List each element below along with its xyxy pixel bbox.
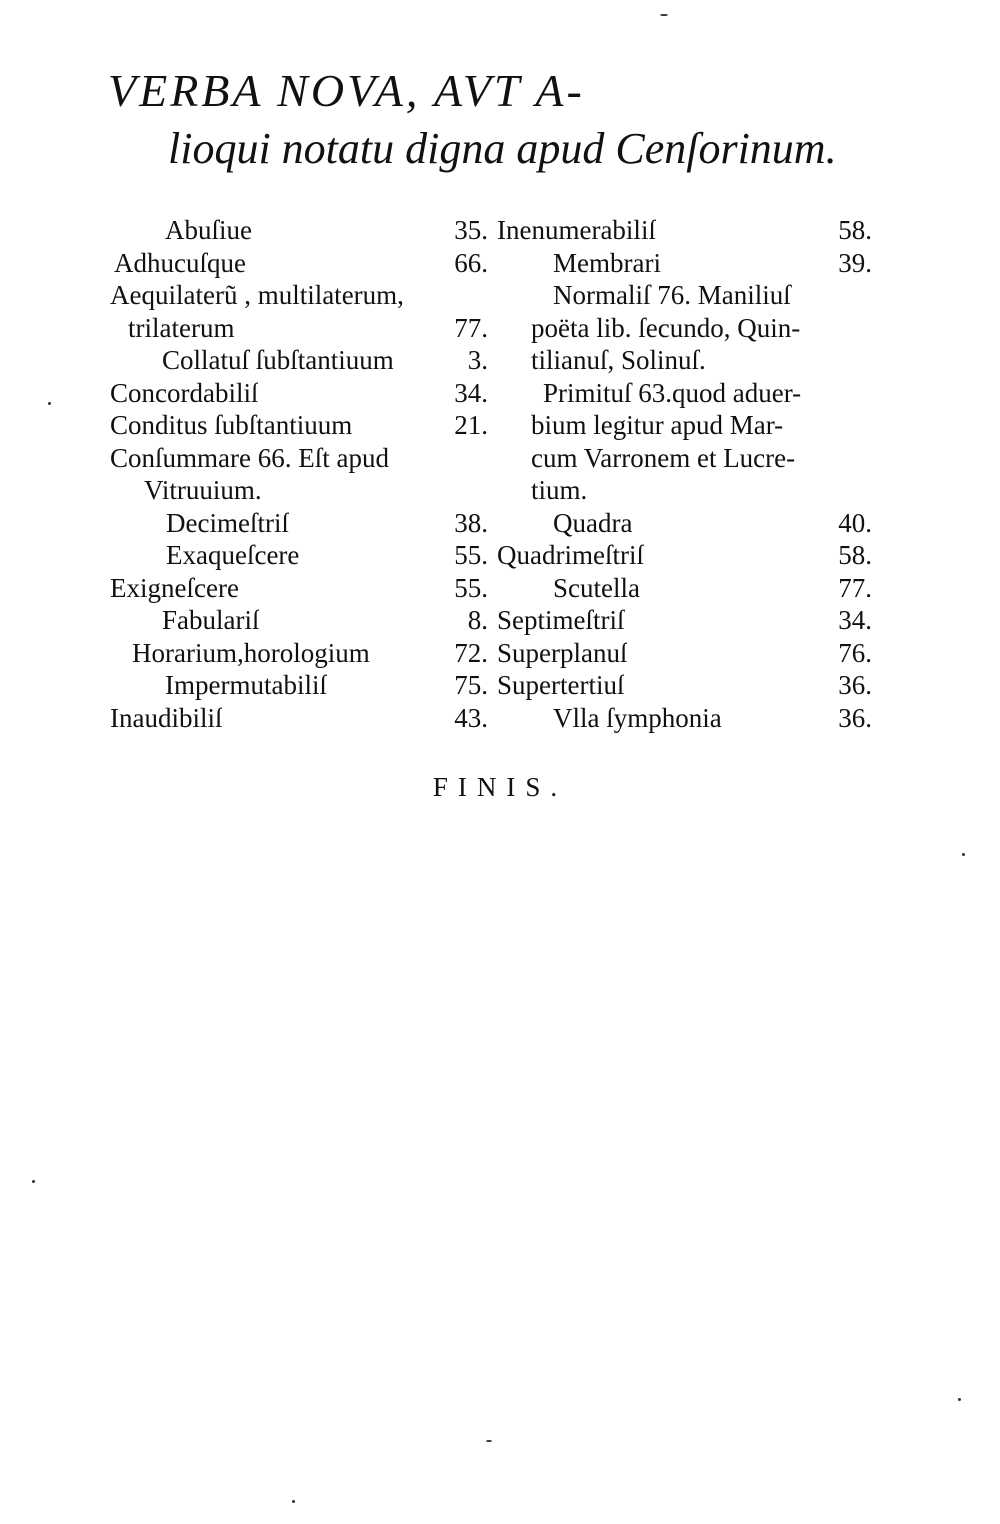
entry-page-number: 35. [454, 215, 488, 245]
entry-term: Quadra [553, 507, 633, 538]
entry-term: Inenumerabiliſ [497, 215, 656, 245]
index-entry [497, 702, 872, 735]
entry-term: Collatuſ ſubſtantiuum [162, 345, 394, 375]
scan-speck [958, 1398, 961, 1401]
entry-term: Fabulariſ [162, 605, 260, 635]
index-entry [497, 409, 872, 442]
entry-page-number: 34. [454, 377, 488, 408]
entry-term: Abuſiue [165, 215, 252, 245]
entry-term: trilaterum [128, 312, 235, 343]
entry-term: Primituſ 63.quod aduer- [543, 377, 802, 408]
index-entry [110, 279, 488, 312]
entry-page-number: 34. [838, 605, 872, 635]
index-entry [110, 637, 488, 670]
entry-page-number: 36. [838, 670, 872, 700]
entry-page-number: 36. [838, 702, 872, 733]
entry-term: Exaqueſcere [166, 540, 300, 570]
index-entry [497, 507, 872, 540]
entry-term: Aequilaterũ , multilaterum, [110, 280, 404, 310]
index-entry [110, 702, 488, 735]
entry-page-number: 3. [467, 345, 488, 375]
entry-term: Superplanuſ [497, 637, 628, 668]
entry-term: bium legitur apud Mar- [531, 410, 784, 440]
index-entry [110, 377, 488, 410]
entry-page-number: 75. [454, 670, 488, 700]
entry-term: Conditus ſubſtantiuum [110, 410, 353, 440]
entry-term: Septimeſtriſ [497, 605, 625, 635]
index-entry [110, 344, 488, 377]
index-column-right [497, 214, 872, 734]
scan-speck [660, 14, 668, 16]
entry-page-number: 66. [454, 247, 488, 278]
index-entry [497, 247, 872, 280]
index-entry [110, 669, 488, 702]
index-entry [110, 474, 488, 507]
entry-term: Supertertiuſ [497, 670, 625, 700]
entry-term: tilianuſ, Solinuſ. [531, 345, 706, 375]
index-entry [497, 474, 872, 507]
entry-term: Decimeſtriſ [166, 507, 289, 538]
entry-page-number: 58. [838, 540, 872, 570]
index-entry [110, 539, 488, 572]
title-line-1: VERBA NOVA, AVT A- [108, 65, 585, 116]
entry-page-number: 39. [838, 247, 872, 278]
entry-term: Scutella [553, 572, 640, 603]
entry-term: Exigneſcere [110, 572, 239, 603]
entry-term: Quadrimeſtriſ [497, 540, 644, 570]
entry-page-number: 21. [454, 410, 488, 440]
index-entry [110, 442, 488, 475]
index-column-left [110, 214, 488, 734]
scan-speck [32, 1180, 35, 1183]
entry-term: cum Varronem et Lucre- [531, 442, 796, 473]
index-entry [497, 637, 872, 670]
index-entry [497, 312, 872, 345]
index-entry [497, 279, 872, 312]
entry-page-number: 43. [454, 702, 488, 733]
scan-speck [48, 402, 51, 405]
entry-page-number: 77. [838, 572, 872, 603]
entry-term: Normaliſ 76. Maniliuſ [553, 280, 791, 310]
index-entry [497, 539, 872, 572]
entry-page-number: 8. [467, 605, 488, 635]
entry-page-number: 76. [838, 637, 872, 668]
entry-term: Horarium,horologium [132, 637, 370, 668]
scan-speck [962, 853, 965, 856]
index-entry [110, 507, 488, 540]
entry-page-number: 40. [838, 507, 872, 538]
index-entry [497, 377, 872, 410]
entry-page-number: 55. [454, 540, 488, 570]
entry-term: poëta lib. ſecundo, Quin- [531, 312, 801, 343]
index-entry [110, 312, 488, 345]
entry-term: Vlla ſymphonia [553, 702, 722, 733]
entry-page-number: 77. [454, 312, 488, 343]
index-entry [497, 604, 872, 637]
title-line-2: lioqui notatu digna apud Cenſorinum. [168, 124, 837, 173]
scan-speck [292, 1500, 295, 1503]
entry-term: Vitruuium. [144, 475, 262, 505]
index-entry [497, 214, 872, 247]
index-entry [497, 442, 872, 475]
index-entry [110, 604, 488, 637]
entry-term: Conſummare 66. Eſt apud [110, 442, 389, 473]
index-entry [497, 669, 872, 702]
entry-term: Impermutabiliſ [165, 670, 327, 700]
entry-term: tium. [531, 475, 588, 505]
entry-page-number: 38. [454, 507, 488, 538]
index-entry [110, 247, 488, 280]
entry-term: Concordabiliſ [110, 377, 259, 408]
entry-term: Inaudibiliſ [110, 702, 223, 733]
finis-colophon: FINIS. [432, 772, 568, 802]
scan-speck [486, 1440, 492, 1442]
index-entry [497, 572, 872, 605]
index-entry [497, 344, 872, 377]
page-title [100, 62, 900, 178]
index-entry [110, 409, 488, 442]
index-entry [110, 214, 488, 247]
entry-page-number: 72. [454, 637, 488, 668]
entry-term: Adhucuſque [114, 247, 246, 278]
entry-term: Membrari [553, 247, 661, 278]
index-entry [110, 572, 488, 605]
entry-page-number: 55. [454, 572, 488, 603]
entry-page-number: 58. [838, 215, 872, 245]
